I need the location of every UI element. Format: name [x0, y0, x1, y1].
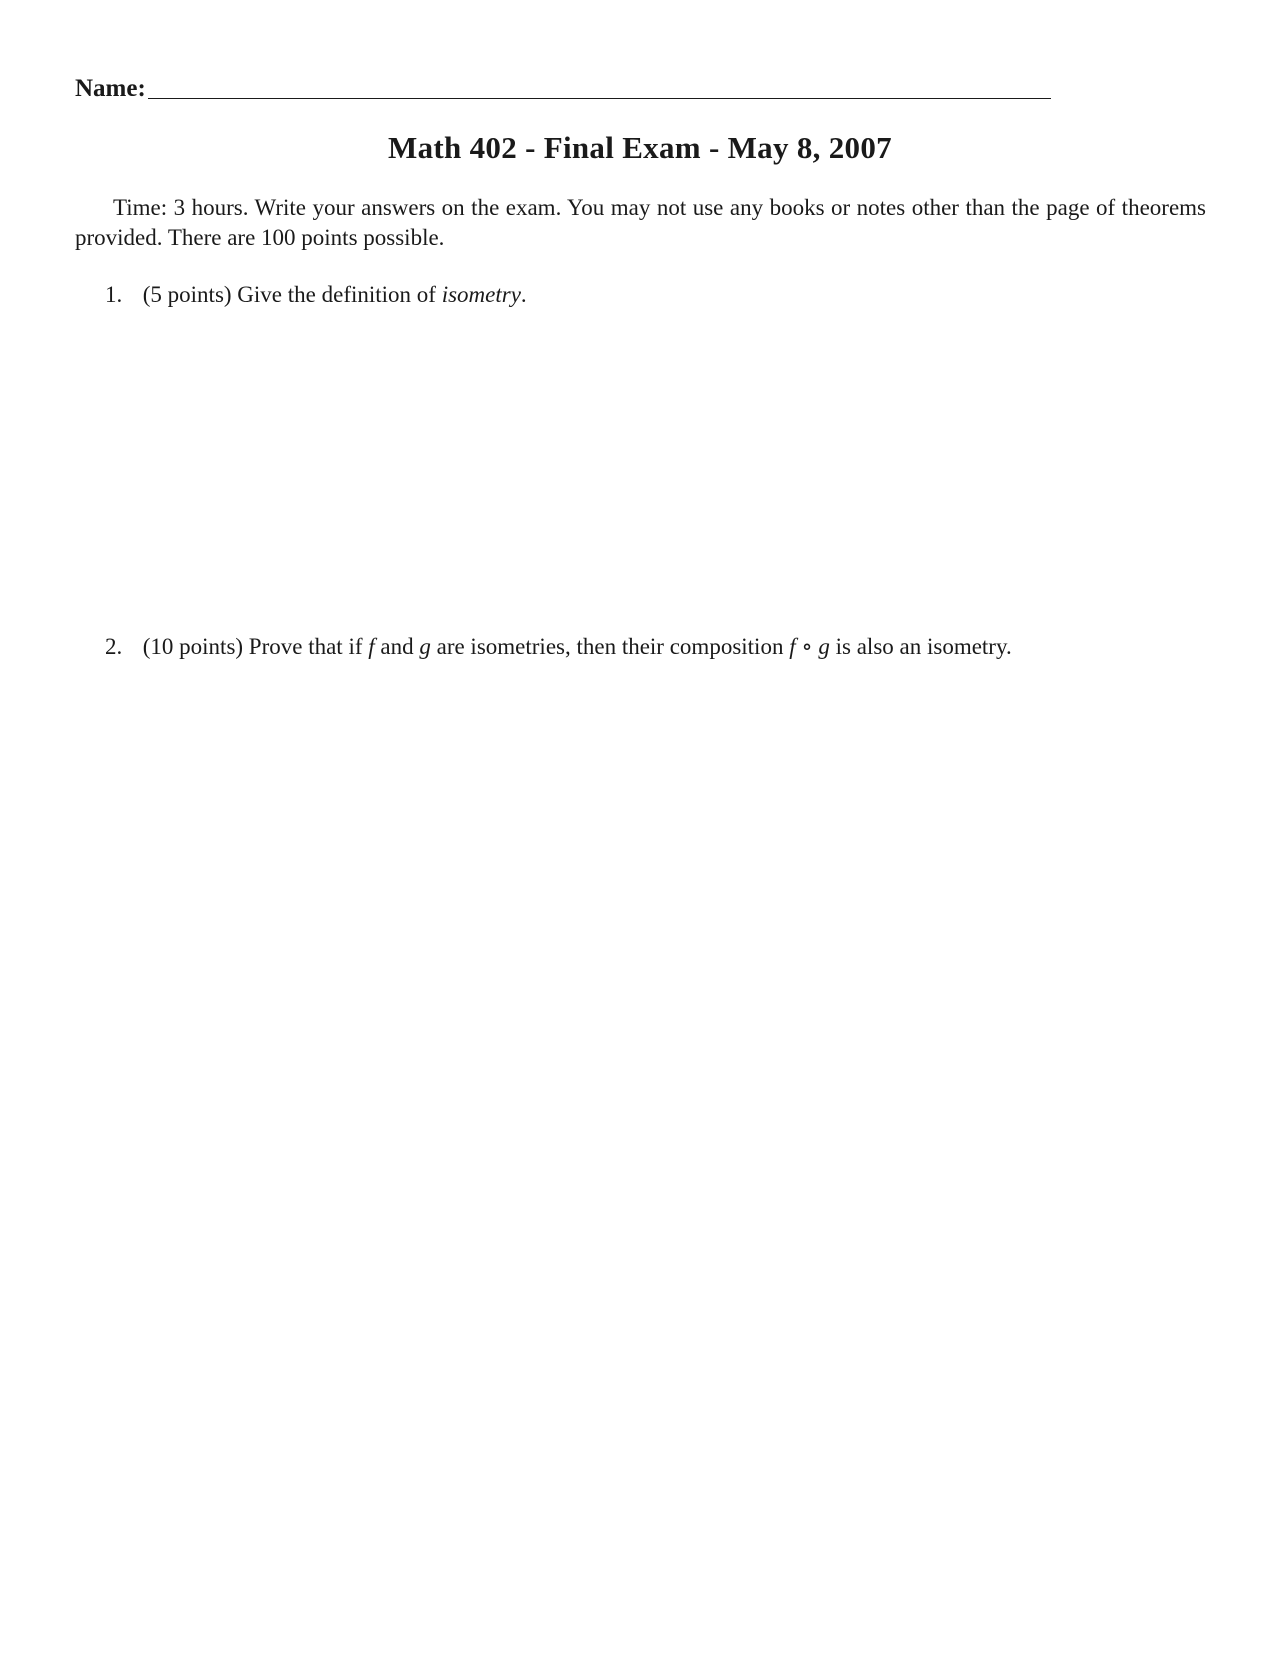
- question-text: (5 points) Give the definition of: [142, 282, 442, 307]
- question-2: [105, 632, 1012, 662]
- name-field: [75, 76, 1051, 101]
- name-label: Name:: [75, 75, 146, 102]
- question-text: (10 points) Prove that if: [142, 634, 369, 659]
- exam-title: Math 402 - Final Exam - May 8, 2007: [388, 130, 892, 165]
- question-text-end: .: [520, 282, 527, 307]
- math-var-g: g: [419, 634, 431, 659]
- question-emphasis: isometry: [441, 282, 521, 307]
- question-number: 1.: [105, 282, 123, 307]
- question-1: [105, 280, 527, 310]
- question-text-end: is also an isometry.: [829, 634, 1012, 659]
- exam-instructions: Time: 3 hours. Write your answers on the exam. You may not use any books or notes other than the page of theorems provided. There are 100 points possible.: [75, 195, 1206, 250]
- question-text: and: [374, 634, 420, 659]
- question-text: are isometries, then their composition: [430, 634, 790, 659]
- question-number: 2.: [105, 634, 123, 659]
- math-composition: f ∘ g: [789, 634, 830, 659]
- name-blank-line: [148, 97, 1051, 99]
- math-var-f: f: [368, 634, 375, 659]
